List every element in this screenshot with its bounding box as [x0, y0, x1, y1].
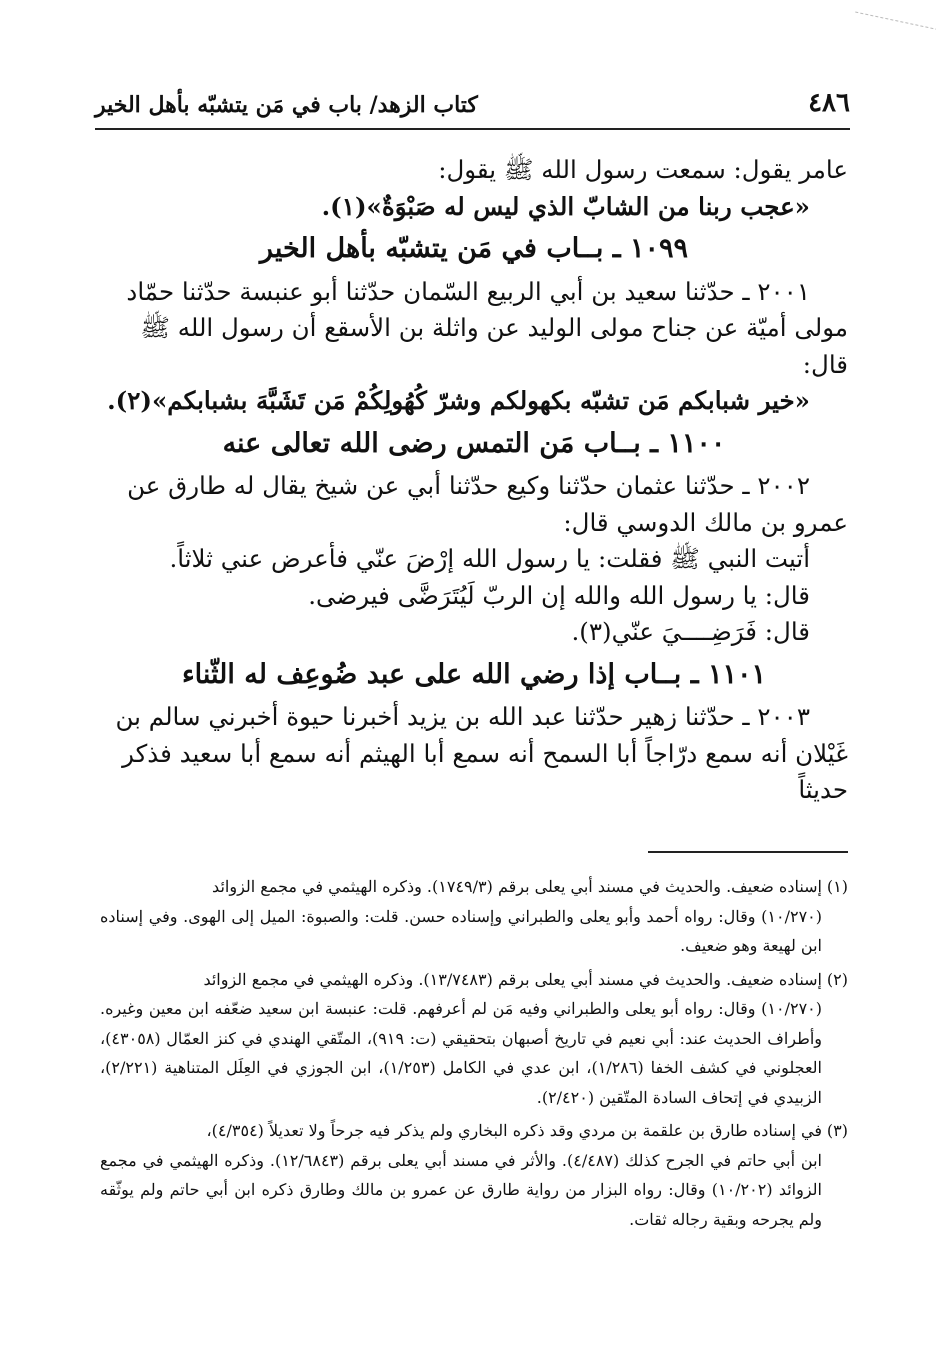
hadith-quote: «خير شبابكم مَن تشبّه بكهولكم وشرّ كُهُولِكُمْ مَن تَشَبَّهَ بشبابكم»(٢).	[107, 386, 810, 415]
footnotes	[100, 872, 848, 1238]
footnote	[100, 872, 848, 961]
footnote	[100, 1116, 848, 1234]
page-number: ٤٨٦	[808, 88, 850, 118]
footnote-number: (١)	[826, 877, 848, 896]
text-line: ٢٠٠١ ـ حدّثنا سعيد بن أبي الربيع السّمان حدّثنا أبو عنبسة حدّثنا حمّاد	[126, 276, 810, 306]
text-line: ٢٠٠٢ ـ حدّثنا عثمان حدّثنا وكيع حدّثنا أبي عن شيخ يقال له طارق عن	[127, 471, 810, 500]
text-line: غَيْلان أنه سمع درّاجاً أبا السمح أنه سمع أبا الهيثم أنه سمع أبا سعيد فذكر حديثاً	[122, 738, 848, 804]
text-line: مولى أميّة عن جناح مولى الوليد عن واثلة بن الأسقع أن رسول الله ﷺ قال:	[140, 313, 848, 379]
running-title: كتاب الزهد/ باب في مَن يتشبّه بأهل الخير	[95, 92, 478, 118]
footnote-text: إسناده ضعيف. والحديث في مسند أبي يعلى برقم (١٧٤٩/٣). وذكره الهيثمي في مجمع الزوائد	[212, 877, 822, 896]
text-line: عمرو بن مالك الدوسي قال:	[563, 507, 848, 537]
footnote-text: إسناده ضعيف. والحديث في مسند أبي يعلى برقم (١٣/٧٤٨٣). وذكره الهيثمي في مجمع الزوائد	[203, 969, 822, 989]
footnote-divider	[648, 851, 848, 853]
footnote-text: ابن أبي حاتم في الجرح كذلك (٤/٤٨٧). والأثر في مسند أبي يعلى برقم (١٢/٦٨٤٣). وذكره الهيثمي في مجمع الزوائد (١٠/٢٠٢) وقال: رواه البزار من رواية طارق عن عمرو بن مالك وطارق ذكره ابن أبي حاتم ولم يوثّقه ولم يجرحه وبقية رجاله ثقات.	[100, 1150, 822, 1229]
hadith-quote: «عجب ربنا من الشابّ الذي ليس له صَبْوَةٌ»(١).	[321, 191, 810, 221]
footnote-text: (١٠/٢٧٠) وقال: رواه أحمد وأبو يعلى والطبراني وإسناده حسن. قلت: والصبوة: الميل إلى الهوى. وفي إسناده ابن لهيعة وهو ضعيف.	[100, 906, 822, 955]
footnote-text: (١٠/٢٧٠) وقال: رواه أبو يعلى والطبراني وفيه مَن لم أعرفهم. قلت: عنبسة ابن سعيد ضعّفه ابن معين وغيره. وأطراف الحديث عند: أبي نعيم في تاريخ أصبهان بتحقيقي (ت: ٩١٩)، المتّقي الهندي في كنز العمّال (٤٣٠٥٨)، العجلوني في كشف الخفا (١/٢٨٦)، ابن عدي في الكامل (١/٢٥٣)، ابن الجوزي في العِلَل المتناهية (٢/٢٢١)، الزبيدي في إتحاف السادة المتّقين (٢/٤٢٠).	[100, 999, 823, 1107]
text-line: قال: فَرَضِــــيَ عنّي(٣).	[571, 617, 810, 646]
text-line: عامر يقول: سمعت رسول الله ﷺ يقول:	[438, 155, 848, 184]
footnote-number: (٢)	[826, 969, 848, 989]
page-header	[95, 88, 850, 130]
chapter-heading: ١١٠٠ ـ بــاب مَن التمس رضى الله تعالى عنه	[222, 427, 726, 459]
scan-artifact	[839, 12, 936, 110]
text-line: أتيت النبي ﷺ فقلت: يا رسول الله إرْضَ عنّي فأعرض عني ثلاثاً.	[169, 544, 810, 573]
footnote-number: (٣)	[826, 1121, 848, 1140]
footnote-text: في إسناده طارق بن علقمة بن مردي وقد ذكره البخاري ولم يذكر فيه جرحاً ولا تعديلاً (٤/٣٥٤)،	[206, 1121, 822, 1140]
chapter-heading: ١١٠١ ـ بــاب إذا رضي الله على عبد ضُوعِف له الثّناء	[181, 658, 767, 690]
text-line: ٢٠٠٣ ـ حدّثنا زهير حدّثنا عبد الله بن يزيد أخبرنا حيوة أخبرني سالم بن	[115, 702, 810, 731]
text-line: قال: يا رسول الله والله إن الربّ لَيُتَرَضَّى فيرضى.	[308, 580, 810, 610]
footnote	[100, 965, 848, 1113]
chapter-heading: ١٠٩٩ ـ بــاب في مَن يتشبّه بأهل الخير	[259, 233, 689, 264]
main-text	[100, 152, 848, 809]
